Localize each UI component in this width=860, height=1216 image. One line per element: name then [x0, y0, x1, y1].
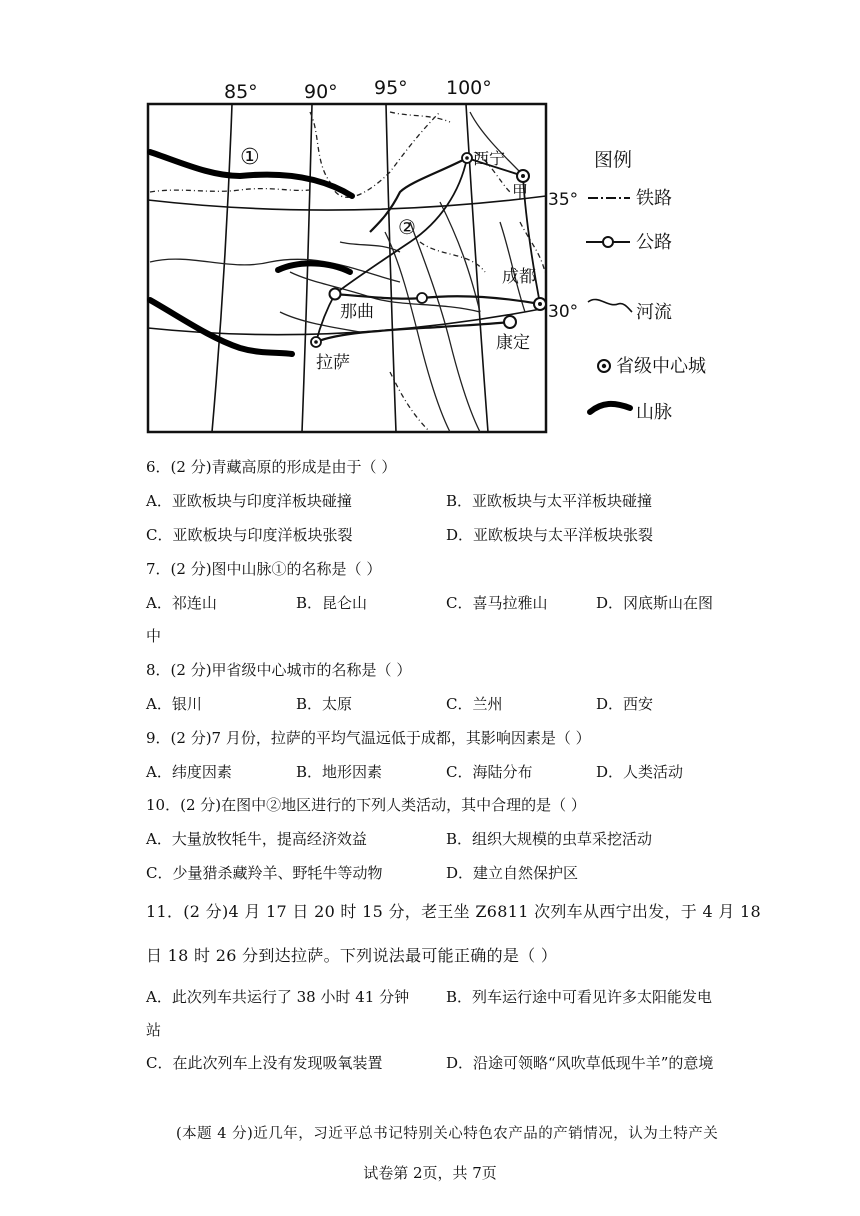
city-label-kangding: 康定 [496, 333, 530, 353]
question-9-option-d: D．人类活动 [596, 763, 684, 781]
question-11-option-b: B．列车运行途中可看见许多太阳能发电 [446, 988, 713, 1006]
city-label-chengdu: 成都 [502, 267, 536, 287]
question-10-option-c: C．少量猎杀藏羚羊、野牦牛等动物 [146, 864, 383, 882]
city-chengdu [502, 267, 546, 310]
question-11-option-b-continuation: 站 [146, 1021, 162, 1039]
question-11-option-d: D．沿途可领略“风吹草低现牛羊”的意境 [446, 1054, 714, 1072]
question-10-stem: 10．(2 分)在图中②地区进行的下列人类活动，其中合理的是（ ） [146, 796, 586, 814]
question-7-option-c: C．喜马拉雅山 [446, 594, 548, 612]
question-8-option-d: D．西安 [596, 695, 654, 713]
legend-capital-label: 省级中心城 [616, 356, 706, 377]
question-8-option-c: C．兰州 [446, 695, 503, 713]
city-label-lasa: 拉萨 [316, 353, 350, 373]
city-naqu [330, 289, 375, 323]
city-kangding [496, 316, 530, 353]
city-label-naqu: 那曲 [340, 302, 374, 322]
legend-river-label: 河流 [636, 302, 672, 323]
question-10-option-d: D．建立自然保护区 [446, 864, 579, 882]
question-11-stem-line-1: 11．(2 分)4 月 17 日 20 时 15 分，老王坐 Z6811 次列车从西宁出发，于 4 月 18 [146, 902, 761, 921]
question-9-stem: 9．(2 分)7 月份，拉萨的平均气温远低于成都，其影响因素是（ ） [146, 729, 591, 747]
page-footer: 试卷第 2页，共 7页 [363, 1164, 497, 1182]
legend-title: 图例 [594, 149, 633, 171]
question-11-stem-line-2: 日 18 时 26 分到达拉萨。下列说法最可能正确的是（ ） [146, 946, 558, 965]
legend-mountain-symbol [590, 404, 630, 412]
question-10-option-b: B．组织大规模的虫草采挖活动 [446, 830, 653, 848]
question-8-option-a: A．银川 [146, 695, 202, 713]
question-8-option-b: B．太原 [296, 695, 353, 713]
city-label-jia: 甲 [512, 182, 529, 201]
city-label-xining: 西宁 [473, 149, 506, 168]
legend-mountain-label: 山脉 [636, 402, 672, 423]
city-lasa [311, 337, 350, 373]
city-jia [512, 170, 529, 201]
legend-highway-symbol [586, 237, 630, 247]
legend-capital-symbol [598, 360, 610, 372]
question-8-stem: 8．(2 分)甲省级中心城市的名称是（ ） [146, 661, 412, 679]
question-7-stem: 7．(2 分)图中山脉①的名称是（ ） [146, 560, 382, 578]
lon-label-95: 95° [374, 77, 408, 99]
question-9-option-c: C．海陆分布 [446, 763, 533, 781]
lat-label-35: 35° [548, 190, 579, 210]
lon-label-90: 90° [304, 81, 338, 103]
lat-label-30: 30° [548, 302, 579, 322]
town-marker [417, 293, 427, 303]
question-7-option-d-continuation: 中 [146, 627, 162, 645]
region-label-2: ② [398, 215, 416, 239]
question-7-option-a: A．祁连山 [146, 594, 217, 612]
legend-railway-label: 铁路 [636, 188, 672, 209]
lon-label-100: 100° [446, 77, 492, 99]
question-6-option-c: C．亚欧板块与印度洋板块张裂 [146, 526, 353, 544]
question-11-option-a: A．此次列车共运行了 38 小时 41 分钟 [146, 988, 410, 1006]
question-9-option-a: A．纬度因素 [146, 763, 232, 781]
question-11-option-c: C．在此次列车上没有发现吸氧装置 [146, 1054, 383, 1072]
next-section-intro: (本题 4 分)近几年，习近平总书记特别关心特色农产品的产销情况，认为土特产关 [176, 1126, 719, 1142]
question-7-option-b: B．昆仑山 [296, 594, 368, 612]
legend-highway-label: 公路 [636, 232, 672, 253]
map-figure [140, 72, 740, 442]
map-legend [586, 149, 706, 423]
legend-river-symbol [588, 299, 632, 312]
question-6-stem: 6．(2 分)青藏高原的形成是由于（ ） [146, 458, 397, 476]
question-10-option-a: A．大量放牧牦牛，提高经济效益 [146, 830, 367, 848]
mountain-label-1: ① [240, 145, 260, 170]
question-6-option-b: B．亚欧板块与太平洋板块碰撞 [446, 492, 653, 510]
question-7-option-d: D．冈底斯山在图 [596, 594, 714, 612]
lon-label-85: 85° [224, 81, 258, 103]
question-9-option-b: B．地形因素 [296, 763, 383, 781]
question-6-option-a: A．亚欧板块与印度洋板块碰撞 [146, 492, 352, 510]
question-6-option-d: D．亚欧板块与太平洋板块张裂 [446, 526, 654, 544]
